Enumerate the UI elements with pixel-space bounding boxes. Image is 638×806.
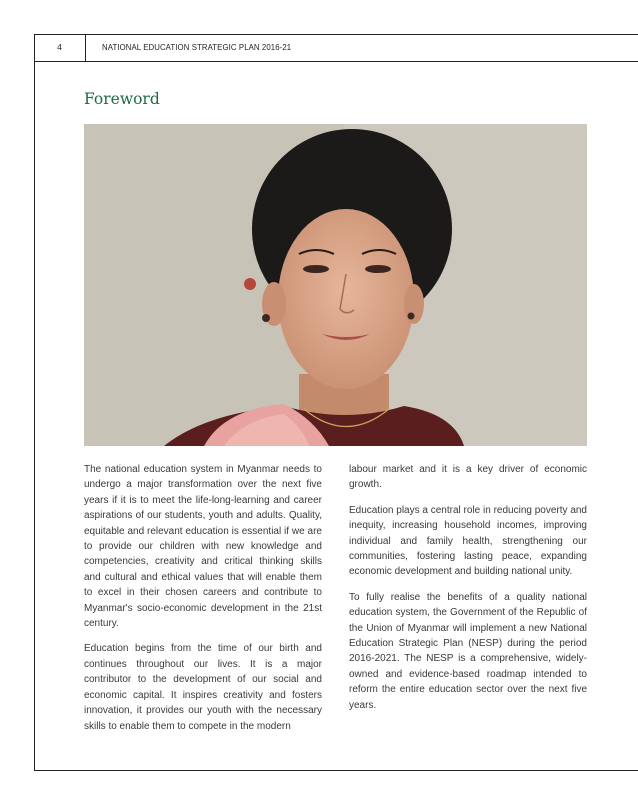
page-title: Foreword [84,90,160,108]
text-column-left [84,462,322,744]
running-title: NATIONAL EDUCATION STRATEGIC PLAN 2016-21 [102,43,292,52]
paragraph: Education plays a central role in reducing poverty and inequity, increasing household incomes, improving individual and family health, strengthening our communities, fostering lasting peace, expanding economic development and building national unity. [349,504,587,578]
paragraph: The national education system in Myanmar needs to undergo a major transformation over the next five years if it is to meet the life-long-learning and career aspirations of our students, youth and adults. Quality, equitable and relevant education is essential if we are to provide our children with new knowledge and competencies, creativity and critical thinking skills and cultural and ethical values that will enable them to excel in their chosen careers and contribute to Myanmar's socio-economic development in the 21st century. [84,464,322,630]
portrait-photo [84,124,587,446]
paragraph: Education begins from the time of our birth and continues throughout our lives. It is a major contributor to the development of our social and economic capital. It inspires creativity and fosters innovation, it provides our youth with the necessary skills to enable them to compete in the modern [84,643,322,732]
header-rule [34,61,638,62]
paragraph: labour market and it is a key driver of economic growth. [349,464,587,491]
text-column-right [349,462,587,723]
page-number: 4 [57,42,62,52]
portrait-illustration [84,124,587,446]
paragraph: To fully realise the benefits of a quality national education system, the Government of the Republic of the Union of Myanmar will implement a new National Education Strategic Plan (NESP) during the period 2016-2021. The NESP is a comprehensive, widely-owned and evidence-based roadmap intended to reform the entire education sector over the next five years. [349,591,587,711]
header-divider [85,34,86,61]
